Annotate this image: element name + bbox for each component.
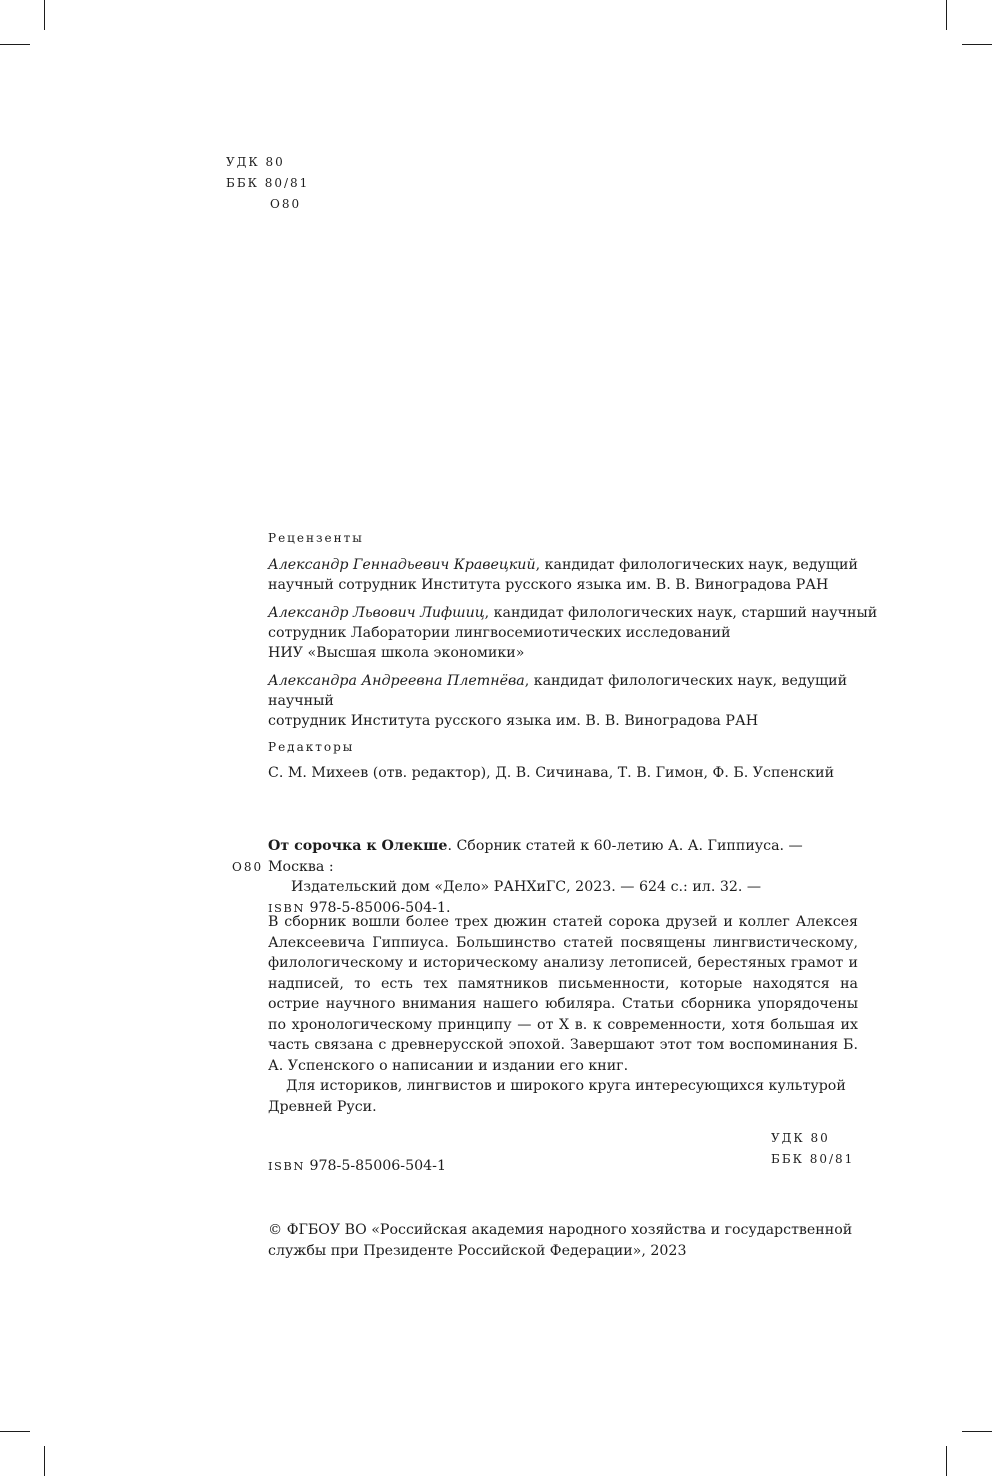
footer-bbk-code: ББК 80/81 (771, 1152, 855, 1166)
reviewers-heading: Рецензенты (268, 531, 364, 545)
copyright-line: службы при Президенте Российской Федерации», 2023 (268, 1242, 687, 1259)
biblio-line2: Издательский дом «Дело» РАНХиГС, 2023. — 624 с.: ил. 32. — (291, 879, 762, 895)
reviewer-desc: НИУ «Высшая школа экономики» (268, 645, 525, 661)
reviewer-desc: , кандидат филологических наук, старший научный (484, 605, 878, 621)
footer-udk-code: УДК 80 (771, 1131, 830, 1145)
footer-isbn-value: 978-5-85006-504-1 (304, 1158, 446, 1174)
reviewer-1 (268, 555, 888, 595)
isbn-label: ISBN (268, 900, 305, 915)
reviewer-desc: , кандидат филологических наук, ведущий (535, 557, 858, 573)
crop-mark-bottom-left (44, 1446, 45, 1476)
reviewer-2 (268, 603, 888, 663)
reviewer-name: Александр Геннадьевич Кравецкий (268, 557, 536, 573)
reviewer-desc: сотрудник Института русского языка им. В. В. Виноградова РАН (268, 713, 759, 729)
crop-mark-top-left (44, 0, 45, 30)
isbn-value: 978-5-85006-504-1. (304, 899, 451, 916)
bibliographic-record (232, 836, 858, 918)
copyright-notice (268, 1220, 868, 1261)
editors-list: С. М. Михеев (отв. редактор), Д. В. Сичинава, Т. В. Гимон, Ф. Б. Успенский (268, 765, 835, 781)
biblio-line1: . Сборник статей к 60-летию А. А. Гиппиуса. — Москва : (268, 838, 803, 875)
crop-mark-top-right-h (962, 44, 992, 45)
crop-mark-bottom-right (946, 1446, 947, 1476)
reviewer-desc: научный сотрудник Института русского языка им. В. В. Виноградова РАН (268, 577, 829, 593)
annotation-paragraph: Для историков, лингвистов и широкого круга интересующихся культурой Древней Руси. (268, 1078, 846, 1115)
reviewer-desc: сотрудник Лаборатории лингвосемиотических исследований (268, 625, 731, 641)
annotation-paragraph: В сборник вошли более трех дюжин статей сорока друзей и коллег Алексея Алексеевича Гиппиуса. Большинство статей посвящены лингвистическому, филологическому и историческому анализу летописей, берестяных грамот и надписей, то есть тех памятников письменности, которые находятся на острие научного внимания нашего юбиляра. Статьи сборника упорядочены по хронологическому принципу — от X в. к современности, хотя большая их часть связана с древнерусской эпохой. Завершают этот том воспоминания Б. А. Успенского о написании и издании его книг. (268, 914, 858, 1074)
book-title: От сорочка к Олекше (268, 838, 448, 854)
crop-mark-top-right (946, 0, 947, 30)
udk-code: УДК 80 (226, 155, 285, 169)
copyright-line: © ФГБОУ ВО «Российская академия народного хозяйства и государственной (268, 1222, 853, 1238)
reviewers-list (268, 555, 888, 739)
editors-heading: Редакторы (268, 740, 355, 754)
footer-isbn (268, 1158, 446, 1174)
bibliographic-author-sign: О80 (232, 859, 264, 874)
footer-isbn-label: ISBN (268, 1159, 305, 1173)
author-sign: О80 (270, 197, 302, 211)
reviewer-3 (268, 671, 888, 731)
classification-codes (226, 152, 309, 215)
crop-mark-bottom-right-h (962, 1431, 992, 1432)
annotation (268, 912, 858, 1117)
crop-mark-bottom-left-h (0, 1431, 30, 1432)
footer-classification-codes (771, 1128, 854, 1170)
crop-mark-top-left-h (0, 44, 30, 45)
reviewer-name: Александра Андреевна Плетнёва (268, 673, 525, 689)
reviewer-desc: , кандидат филологических наук, ведущий научный (268, 673, 848, 709)
bbk-code: ББК 80/81 (226, 176, 310, 190)
reviewer-name: Александр Львович Лифшиц (268, 605, 485, 621)
